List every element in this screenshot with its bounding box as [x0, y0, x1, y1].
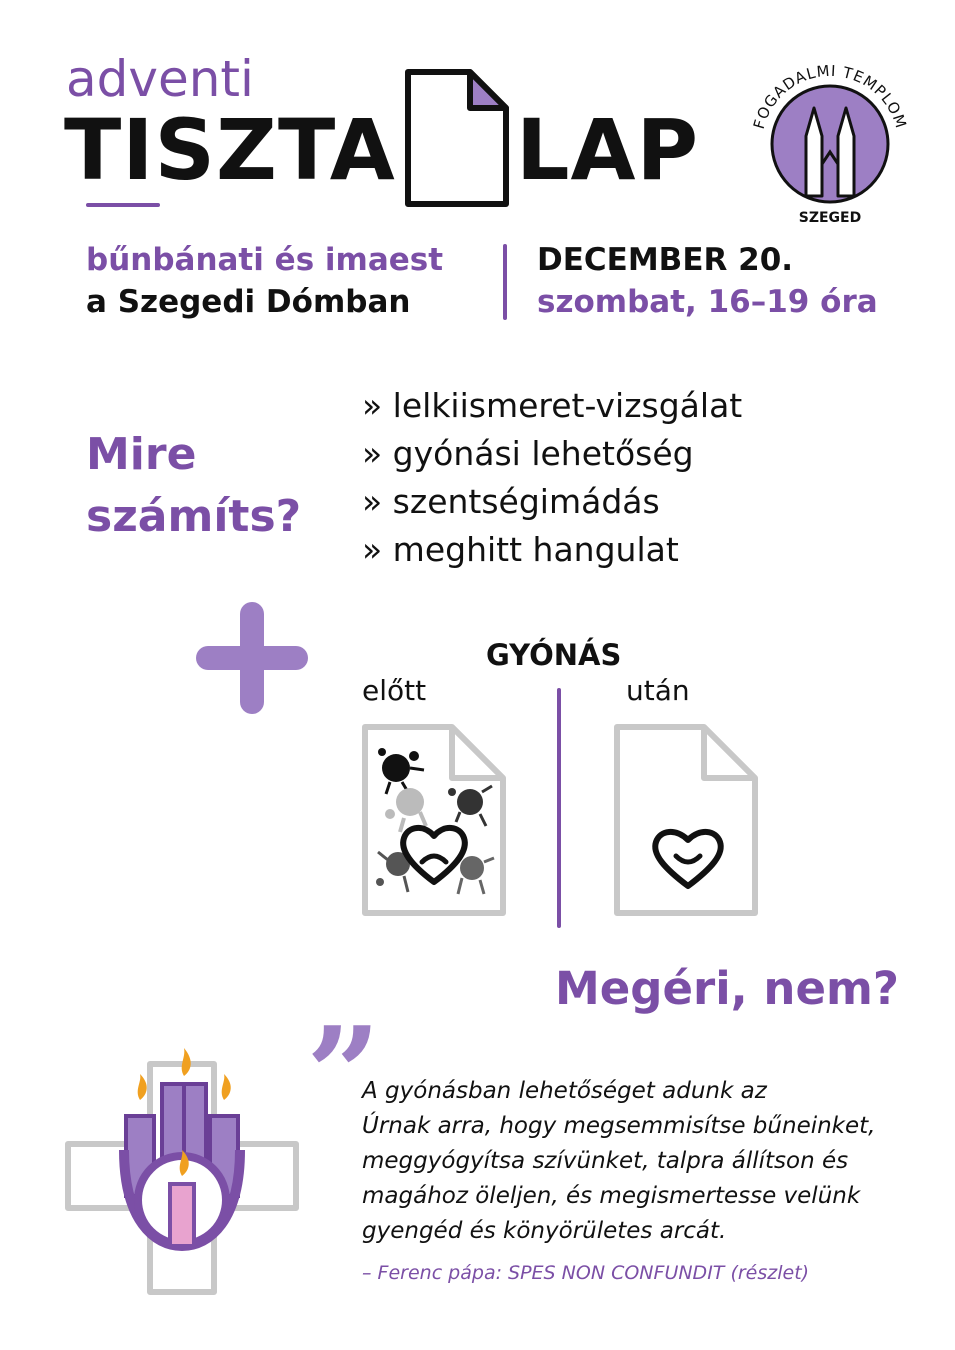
quote-line: A gyónásban lehetőséget adunk az — [362, 1078, 767, 1104]
list-item: » gyónási lehetőség — [362, 434, 694, 473]
event-line1: bűnbánati és imaest — [86, 242, 444, 278]
stained-page-icon — [360, 722, 508, 918]
expect-list — [362, 382, 742, 574]
adventi-label: adventi — [66, 50, 254, 108]
logo-arc-text: FOGADALMI TEMPLOM — [749, 61, 911, 131]
title-underline — [86, 203, 160, 207]
comparison-title: GYÓNÁS — [486, 638, 622, 672]
list-item: » meghitt hangulat — [362, 530, 679, 569]
list-item: » szentségimádás — [362, 482, 660, 521]
title-lap: LAP — [516, 101, 700, 199]
quote-line: Úrnak arra, hogy megsemmisítse bűneinket, — [362, 1113, 876, 1139]
quote-text — [362, 1074, 907, 1249]
logo-bottom-text: SZEGED — [798, 210, 862, 226]
closing-question: Megéri, nem? — [555, 962, 899, 1015]
quote-mark: ” — [306, 998, 381, 1151]
event-divider — [503, 244, 507, 320]
quote-line: magához öleljen, és megismertesse velünk — [362, 1183, 861, 1209]
clean-page-icon — [612, 722, 760, 918]
quote-line: meggyógyítsa szívünket, talpra állítson és — [362, 1148, 849, 1174]
advent-candles-icon — [64, 1040, 300, 1296]
plus-icon — [196, 602, 308, 714]
expect-heading-line1: Mire — [86, 429, 197, 480]
expect-heading-line2: számíts? — [86, 490, 302, 542]
event-date: DECEMBER 20. — [537, 242, 794, 278]
comparison-after-label: után — [626, 674, 690, 707]
event-time: szombat, 16–19 óra — [537, 284, 878, 320]
quote-line: gyengéd és könyörületes arcát. — [362, 1218, 727, 1244]
expect-heading — [86, 424, 301, 547]
quote-attribution: – Ferenc pápa: SPES NON CONFUNDIT (részlet) — [362, 1262, 810, 1284]
comparison-divider — [557, 688, 561, 928]
blank-page-icon — [404, 68, 510, 208]
title-tiszta: TISZTA — [64, 101, 396, 199]
church-logo — [740, 56, 920, 236]
event-line2: a Szegedi Dómban — [86, 284, 411, 320]
comparison-before-label: előtt — [362, 674, 427, 707]
list-item: » lelkiismeret-vizsgálat — [362, 386, 743, 425]
